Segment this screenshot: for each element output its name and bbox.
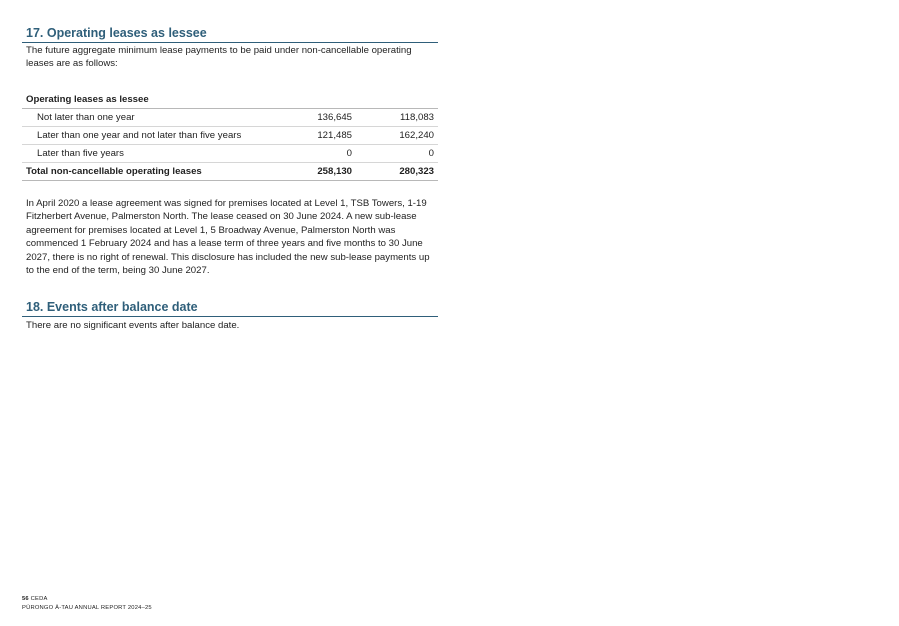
table-row <box>22 127 438 145</box>
total-value-current: 258,130 <box>262 163 356 181</box>
row-value-current: 121,485 <box>262 127 356 145</box>
operating-leases-table <box>22 91 438 181</box>
table-row <box>22 145 438 163</box>
footer-report-title: PŪRONGO Ā-TAU ANNUAL REPORT 2024–25 <box>22 604 152 611</box>
page-footer <box>22 595 152 612</box>
page-number: 56 <box>22 596 29 602</box>
table-caption-row <box>22 91 438 109</box>
row-value-current: 136,645 <box>262 109 356 127</box>
table-total-row <box>22 163 438 181</box>
row-value-prior: 118,083 <box>356 109 438 127</box>
row-label: Later than five years <box>22 145 262 163</box>
footer-org: CEDA <box>30 596 48 602</box>
total-value-prior: 280,323 <box>356 163 438 181</box>
total-label: Total non-cancellable operating leases <box>22 163 262 181</box>
table-row <box>22 109 438 127</box>
row-label: Not later than one year <box>22 109 262 127</box>
section-17-heading: 17. Operating leases as lessee <box>22 25 438 43</box>
lease-agreement-paragraph: In April 2020 a lease agreement was signed for premises located at Level 1, TSB Towers, 1-19 Fitzherbert Avenue, Palmerston North. The lease ceased on 30 June 2024. A new sub-lease agreement for premises located at Level 1, 5 Broadway Avenue, Palmerston North was commenced 1 February 2024 and has a lease term of three years and five months to 30 June 2027, there is no right of renewal. This disclosure has included the new sub-lease payments up to the end of the term, being 30 June 2027. <box>26 198 430 277</box>
table-caption: Operating leases as lessee <box>22 91 438 109</box>
row-value-current: 0 <box>262 145 356 163</box>
row-value-prior: 162,240 <box>356 127 438 145</box>
row-label: Later than one year and not later than five years <box>22 127 262 145</box>
section-18-paragraph: There are no significant events after balance date. <box>26 320 240 331</box>
section-17-intro: The future aggregate minimum lease payments to be paid under non-cancellable operating leases are as follows: <box>26 45 412 70</box>
row-value-prior: 0 <box>356 145 438 163</box>
section-18-heading: 18. Events after balance date <box>22 299 438 317</box>
